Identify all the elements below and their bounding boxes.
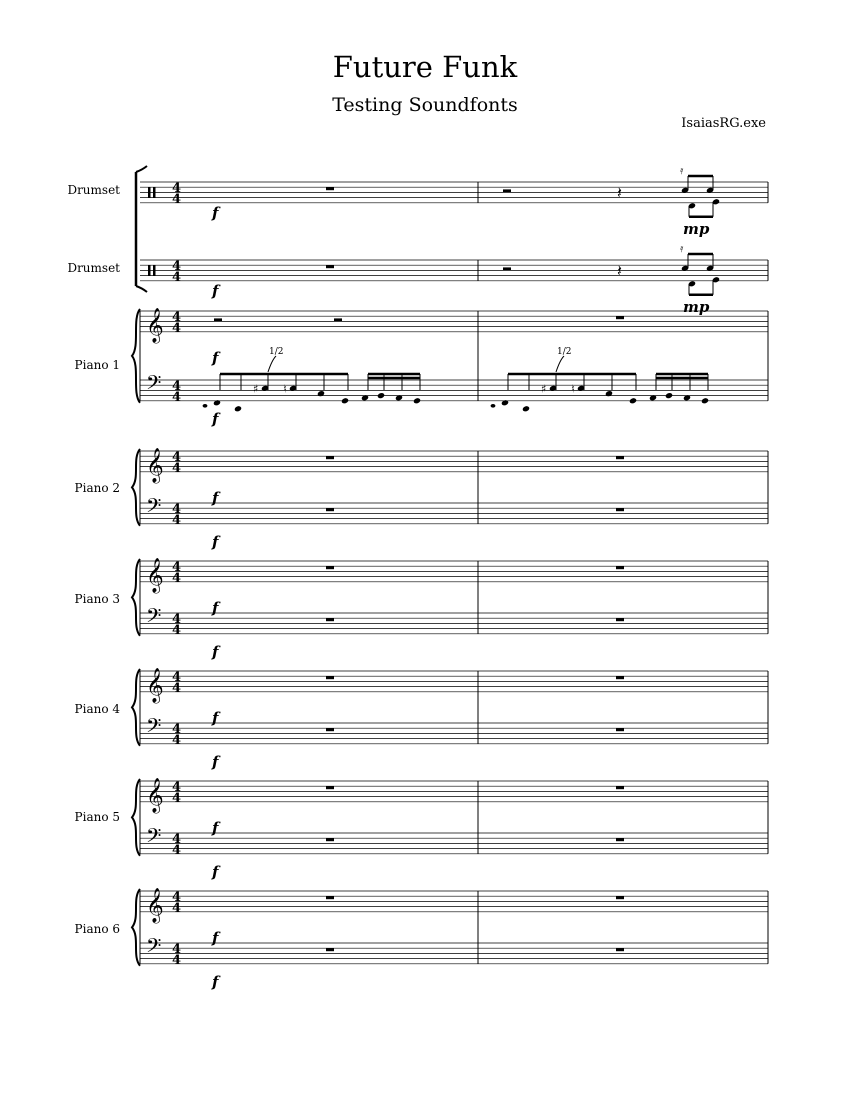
treble-clef: 𝄞 (146, 778, 164, 813)
notehead (701, 397, 709, 404)
time-signature-top: 4 (172, 181, 182, 196)
whole-rest (326, 728, 334, 731)
instrument-label-piano-1: Piano 1 (74, 358, 120, 372)
notehead (377, 392, 385, 399)
time-signature-bottom: 4 (172, 513, 182, 528)
bend-arrow (268, 356, 276, 372)
whole-rest (616, 618, 624, 621)
dynamic-forte: f (212, 489, 219, 507)
whole-rest (326, 508, 334, 511)
whole-rest (326, 187, 334, 190)
whole-rest (616, 948, 624, 951)
whole-rest (616, 508, 624, 511)
time-signature-top: 4 (172, 502, 182, 517)
time-signature-bottom: 4 (172, 390, 182, 405)
piano-brace (132, 449, 140, 526)
dynamic-forte: f (212, 863, 219, 881)
notehead (522, 405, 530, 412)
percussion-clef (153, 265, 156, 275)
sixteenth-rest: 𝄿 (680, 242, 684, 255)
bass-clef: 𝄢 (146, 714, 162, 742)
bass-clef: 𝄢 (146, 934, 162, 962)
piano-brace (132, 669, 140, 746)
quarter-rest: 𝄽 (617, 183, 622, 202)
treble-clef: 𝄞 (146, 308, 164, 343)
bend-arrow (556, 356, 564, 372)
treble-clef: 𝄞 (146, 888, 164, 923)
bass-clef: 𝄢 (146, 494, 162, 522)
score-title: Future Funk (332, 50, 518, 84)
natural-accidental: ♮ (283, 382, 287, 396)
whole-rest (616, 316, 624, 319)
half-rest (214, 318, 222, 321)
time-signature-bottom: 4 (172, 571, 182, 586)
notehead (665, 392, 673, 399)
whole-rest (326, 265, 334, 268)
piano-brace (132, 779, 140, 856)
instrument-label-drumset-2: Drumset (67, 261, 120, 275)
quarter-rest: 𝄽 (617, 261, 622, 280)
time-signature-bottom: 4 (172, 461, 182, 476)
percussion-clef (153, 187, 156, 197)
percussion-clef (148, 187, 151, 197)
time-signature-bottom: 4 (172, 953, 182, 968)
time-signature-top: 4 (172, 722, 182, 737)
time-signature-bottom: 4 (172, 623, 182, 638)
bend-label: 1/2 (269, 347, 284, 357)
whole-rest (616, 676, 624, 679)
time-signature-top: 4 (172, 379, 182, 394)
whole-rest (326, 456, 334, 459)
whole-rest (326, 786, 334, 789)
time-signature-bottom: 4 (172, 321, 182, 336)
piano-brace (132, 309, 140, 403)
time-signature-top: 4 (172, 832, 182, 847)
whole-rest (326, 838, 334, 841)
notehead (234, 405, 242, 412)
drum-bracket-bottom (136, 286, 147, 292)
time-signature-bottom: 4 (172, 681, 182, 696)
time-signature-top: 4 (172, 612, 182, 627)
dynamic-forte: f (212, 709, 219, 727)
dynamic-forte: f (212, 410, 219, 428)
sharp-accidental: ♯ (253, 382, 259, 396)
piano-brace (132, 559, 140, 636)
notehead (413, 397, 421, 404)
time-signature-top: 4 (172, 310, 182, 325)
notehead (605, 390, 613, 397)
bass-clef: 𝄢 (146, 824, 162, 852)
instrument-label-piano-6: Piano 6 (74, 922, 120, 936)
dynamic-forte: f (212, 599, 219, 617)
time-signature-top: 4 (172, 259, 182, 274)
time-signature-top: 4 (172, 890, 182, 905)
notehead (629, 397, 637, 404)
whole-rest (616, 896, 624, 899)
score-subtitle: Testing Soundfonts (332, 94, 518, 116)
bass-clef: 𝄢 (146, 604, 162, 632)
grace-notehead (491, 404, 496, 408)
notehead (501, 399, 509, 406)
time-signature-bottom: 4 (172, 843, 182, 858)
time-signature-bottom: 4 (172, 270, 182, 285)
dynamic-forte: f (212, 643, 219, 661)
time-signature-top: 4 (172, 670, 182, 685)
notehead (317, 390, 325, 397)
percussion-clef (148, 265, 151, 275)
instrument-label-piano-5: Piano 5 (74, 810, 120, 824)
treble-clef: 𝄞 (146, 558, 164, 593)
time-signature-top: 4 (172, 560, 182, 575)
dynamic-forte: f (212, 753, 219, 771)
dynamic-forte: f (212, 204, 219, 222)
time-signature-top: 4 (172, 780, 182, 795)
time-signature-bottom: 4 (172, 791, 182, 806)
half-rest (503, 267, 511, 270)
instrument-label-piano-2: Piano 2 (74, 481, 120, 495)
composer-credit: IsaiasRG.exe (681, 116, 766, 131)
whole-rest (326, 676, 334, 679)
sixteenth-rest: 𝄿 (680, 164, 684, 177)
time-signature-top: 4 (172, 450, 182, 465)
dynamic-forte: f (212, 819, 219, 837)
drum-bracket-top (136, 166, 147, 172)
whole-rest (616, 838, 624, 841)
piano-brace (132, 889, 140, 966)
whole-rest (326, 618, 334, 621)
grace-notehead (203, 404, 208, 408)
natural-accidental: ♮ (571, 382, 575, 396)
whole-rest (616, 728, 624, 731)
bass-clef: 𝄢 (146, 371, 162, 399)
dynamic-mezzo-piano: mp (683, 298, 710, 316)
treble-clef: 𝄞 (146, 448, 164, 483)
instrument-label-piano-4: Piano 4 (74, 702, 120, 716)
whole-rest (326, 896, 334, 899)
dynamic-forte: f (212, 349, 219, 367)
dynamic-forte: f (212, 282, 219, 300)
whole-rest (326, 566, 334, 569)
dynamic-forte: f (212, 929, 219, 947)
notehead (341, 397, 349, 404)
whole-rest (326, 948, 334, 951)
half-rest (503, 189, 511, 192)
dynamic-mezzo-piano: mp (683, 220, 710, 238)
notehead (213, 399, 221, 406)
half-rest (334, 318, 342, 321)
time-signature-bottom: 4 (172, 733, 182, 748)
whole-rest (616, 786, 624, 789)
dynamic-forte: f (212, 973, 219, 991)
instrument-label-drumset-1: Drumset (67, 183, 120, 197)
sharp-accidental: ♯ (541, 382, 547, 396)
time-signature-bottom: 4 (172, 192, 182, 207)
time-signature-top: 4 (172, 942, 182, 957)
treble-clef: 𝄞 (146, 668, 164, 703)
dynamic-forte: f (212, 533, 219, 551)
bend-label: 1/2 (557, 347, 572, 357)
whole-rest (616, 566, 624, 569)
time-signature-bottom: 4 (172, 901, 182, 916)
whole-rest (616, 456, 624, 459)
instrument-label-piano-3: Piano 3 (74, 592, 120, 606)
